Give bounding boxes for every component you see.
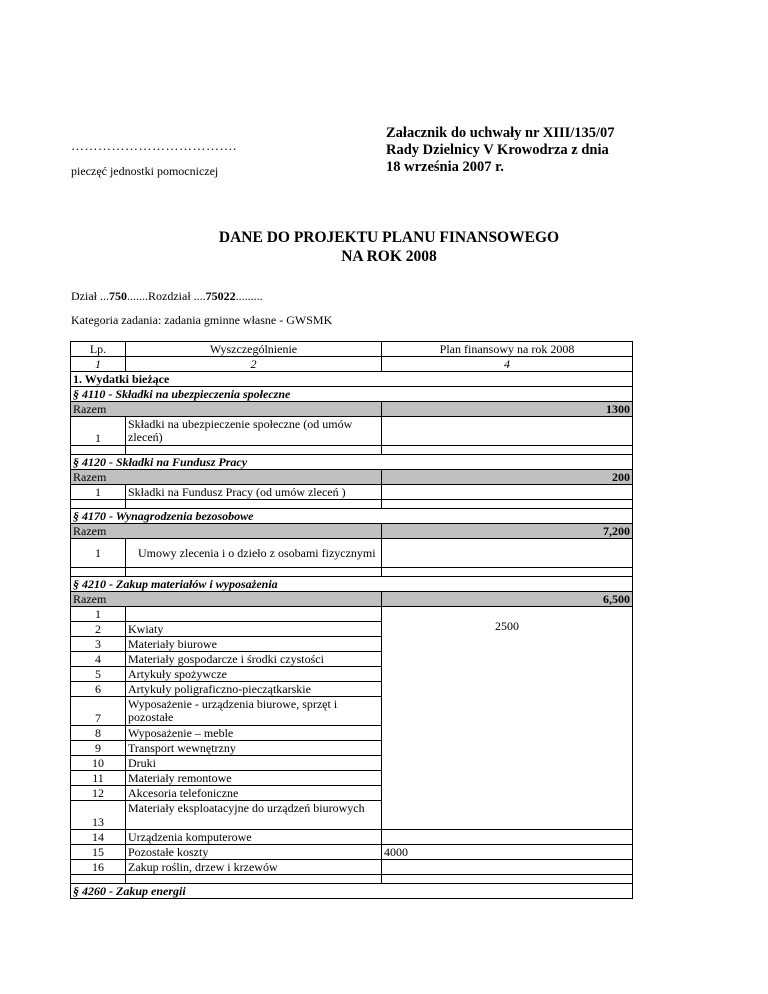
- dzial-prefix: Dział ...: [71, 289, 109, 303]
- header-num: 1: [71, 357, 126, 372]
- header-description: Wyszczególnienie: [126, 342, 382, 357]
- row-lp: 7: [71, 697, 126, 726]
- razem-row: [71, 402, 633, 417]
- attachment-line: 18 września 2007 r.: [386, 159, 504, 175]
- row-lp: 1: [71, 607, 126, 622]
- razem-label: Razem: [71, 592, 382, 607]
- row-item: Druki: [126, 756, 382, 771]
- paragraph-title: § 4260 - Zakup energii: [71, 884, 633, 899]
- row-item: Wyposażenie - urządzenia biurowe, sprzęt i pozostałe: [126, 697, 382, 726]
- table-row: [71, 485, 633, 500]
- row-lp: 6: [71, 682, 126, 697]
- row-value: [382, 860, 633, 875]
- row-value: 4000: [382, 845, 633, 860]
- paragraph-title: § 4210 - Zakup materiałów i wyposażenia: [71, 577, 633, 592]
- razem-row: [71, 592, 633, 607]
- row-item: [126, 607, 382, 622]
- section-title: 1. Wydatki bieżące: [71, 372, 633, 387]
- row-value: [382, 417, 633, 446]
- table-row: [71, 607, 633, 622]
- row-lp: 2: [71, 622, 126, 637]
- row-value: [382, 485, 633, 500]
- row-item: Artykuły spożywcze: [126, 667, 382, 682]
- razem-row: [71, 470, 633, 485]
- row-lp: 5: [71, 667, 126, 682]
- row-lp: 3: [71, 637, 126, 652]
- header-plan: Plan finansowy na rok 2008: [382, 342, 633, 357]
- paragraph-title: § 4170 - Wynagrodzenia bezosobowe: [71, 509, 633, 524]
- table-row: [71, 860, 633, 875]
- dzial-suffix: .........: [235, 289, 263, 303]
- row-item: Składki na Fundusz Pracy (od umów zleceń ): [126, 485, 382, 500]
- razem-label: Razem: [71, 524, 382, 539]
- razem-label: Razem: [71, 402, 382, 417]
- row-lp: 1: [71, 539, 126, 568]
- row-lp: 10: [71, 756, 126, 771]
- header-lp: Lp.: [71, 342, 126, 357]
- row-item: Materiały eksploatacyjne do urządzeń biurowych: [126, 801, 382, 830]
- row-value-group: [382, 607, 633, 830]
- razem-label: Razem: [71, 470, 382, 485]
- title-line-1: DANE DO PROJEKTU PLANU FINANSOWEGO: [218, 229, 560, 246]
- row-value: [382, 830, 633, 845]
- row-item: Pozostałe koszty: [126, 845, 382, 860]
- row-item: Składki na ubezpieczenie społeczne (od umów zleceń): [126, 417, 382, 446]
- row-lp: 9: [71, 741, 126, 756]
- row-lp: 1: [71, 485, 126, 500]
- row-item: Umowy zlecenia i o dzieło z osobami fizycznymi: [126, 539, 382, 568]
- dzial-rozdzial-line: [71, 289, 263, 304]
- table-header-numbers-row: [71, 357, 633, 372]
- document-title: [0, 228, 768, 266]
- row-item: Materiały biurowe: [126, 637, 382, 652]
- financial-plan-table: [70, 341, 633, 899]
- row-item: Materiały gospodarcze i środki czystości: [126, 652, 382, 667]
- row-lp: 14: [71, 830, 126, 845]
- paragraph-title: § 4120 - Składki na Fundusz Pracy: [71, 455, 633, 470]
- row-item: Kwiaty: [126, 622, 382, 637]
- row-item: Materiały remontowe: [126, 771, 382, 786]
- row-item: Transport wewnętrzny: [126, 741, 382, 756]
- attachment-line: Rady Dzielnicy V Krowodrza z dnia: [386, 142, 609, 158]
- header-num: 4: [382, 357, 633, 372]
- group-value: 2500: [495, 619, 519, 633]
- razem-total: 6,500: [382, 592, 633, 607]
- paragraph-title: § 4110 - Składki na ubezpieczenia społeczne: [71, 387, 633, 402]
- table-row: [71, 845, 633, 860]
- razem-total: 200: [382, 470, 633, 485]
- row-lp: 16: [71, 860, 126, 875]
- row-item: Urządzenia komputerowe: [126, 830, 382, 845]
- header-num: 2: [126, 357, 382, 372]
- rozdzial-number: 75022: [205, 289, 236, 303]
- task-category: Kategoria zadania: zadania gminne własne - GWSMK: [71, 313, 333, 327]
- dzial-number: 750: [109, 289, 127, 303]
- row-value: [382, 539, 633, 568]
- row-lp: 15: [71, 845, 126, 860]
- row-lp: 1: [71, 417, 126, 446]
- row-lp: 12: [71, 786, 126, 801]
- row-lp: 4: [71, 652, 126, 667]
- row-item: Akcesoria telefoniczne: [126, 786, 382, 801]
- row-item: Artykuły poligraficzno-pieczątkarskie: [126, 682, 382, 697]
- row-lp: 11: [71, 771, 126, 786]
- rozdzial-prefix: .......Rozdział ....: [127, 289, 206, 303]
- attachment-line: Załacznik do uchwały nr XIII/135/07: [386, 125, 615, 141]
- title-line-2: NA ROK 2008: [341, 248, 437, 265]
- row-item: Zakup roślin, drzew i krzewów: [126, 860, 382, 875]
- razem-row: [71, 524, 633, 539]
- attachment-note: [386, 125, 676, 176]
- signature-dots: ……………………………….: [71, 138, 237, 153]
- table-header-row: [71, 342, 633, 357]
- row-item: Wyposażenie – meble: [126, 726, 382, 741]
- table-row: [71, 539, 633, 568]
- table-row: [71, 417, 633, 446]
- table-row: [71, 830, 633, 845]
- row-lp: 13: [71, 801, 126, 830]
- razem-total: 7,200: [382, 524, 633, 539]
- row-lp: 8: [71, 726, 126, 741]
- razem-total: 1300: [382, 402, 633, 417]
- stamp-label: pieczęć jednostki pomocniczej: [71, 164, 219, 178]
